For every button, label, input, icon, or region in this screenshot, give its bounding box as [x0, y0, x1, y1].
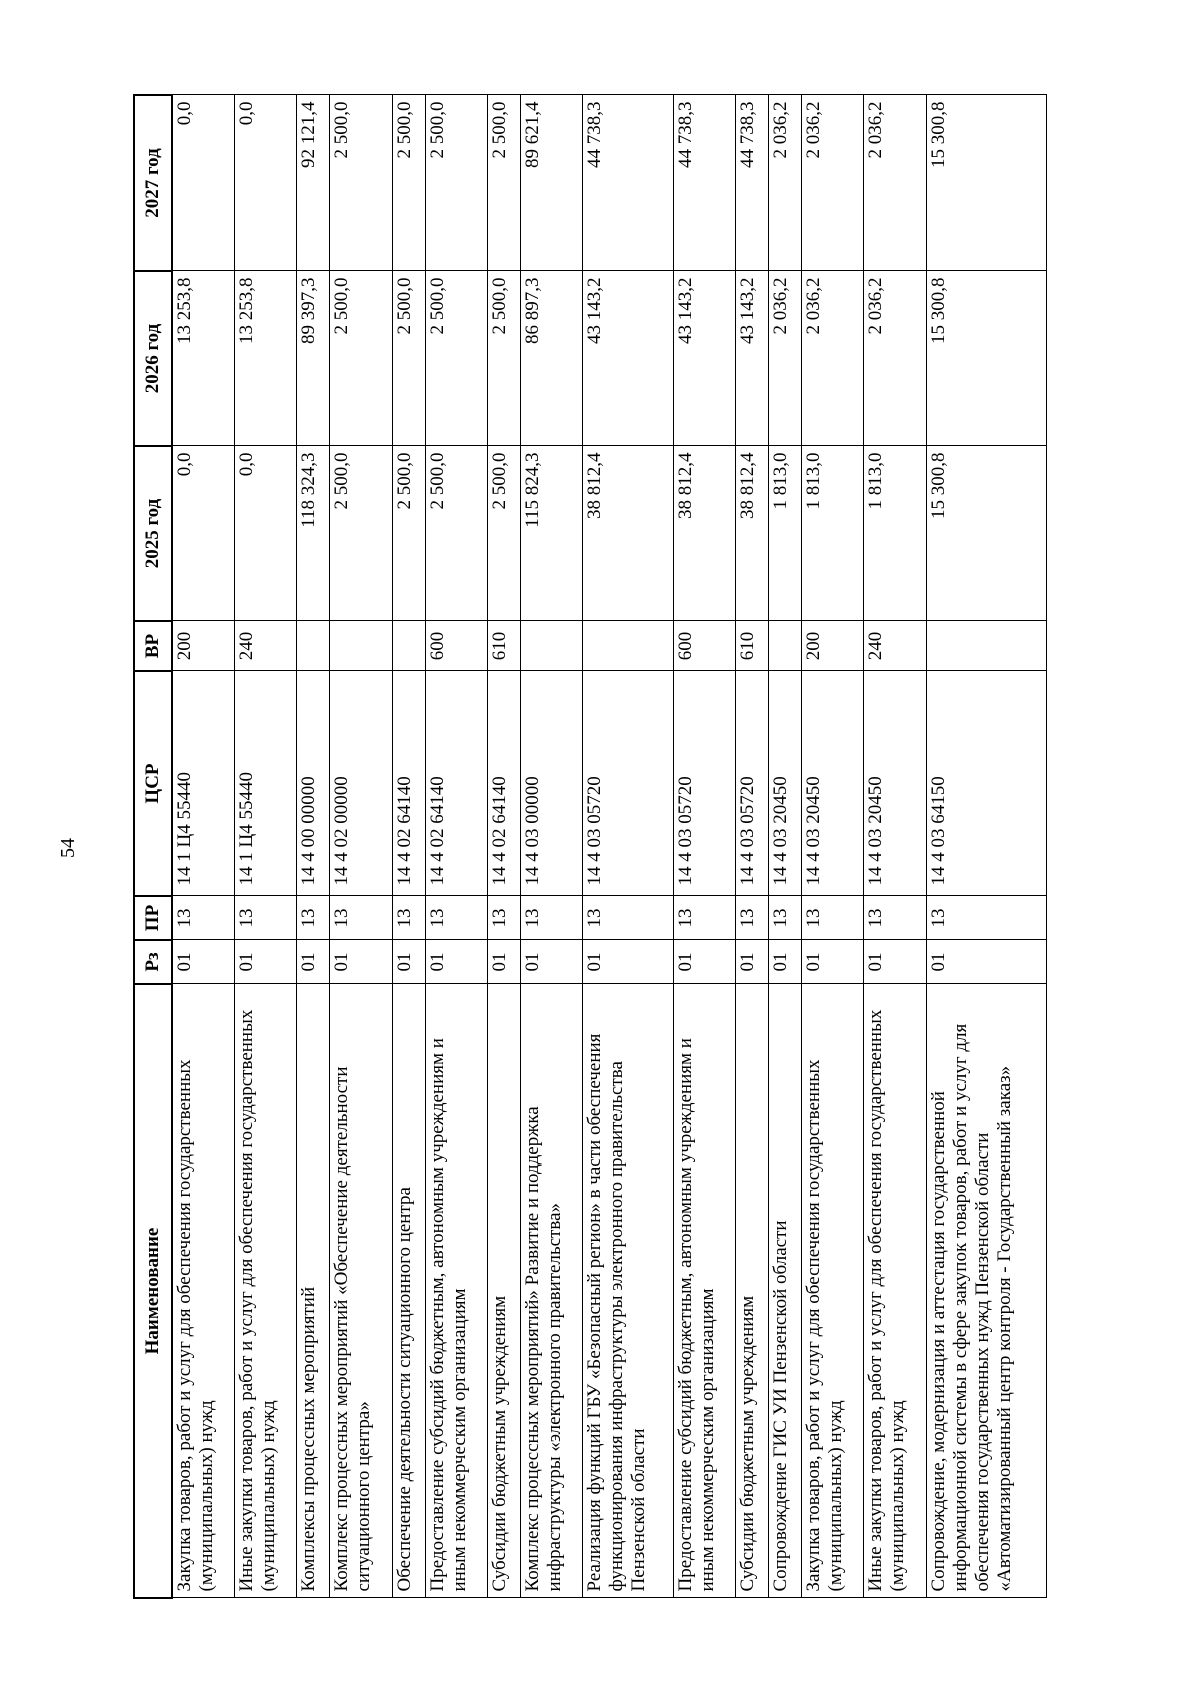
cell-csr: 14 1 Ц4 55440 [235, 671, 297, 896]
cell-2025: 38 812,4 [736, 446, 769, 621]
cell-name: Субсидии бюджетным учреждениям [487, 984, 520, 1598]
cell-rz: 01 [802, 940, 864, 984]
table-row [736, 95, 769, 1598]
cell-pr: 13 [926, 896, 1046, 940]
header-2027: 2027 год [134, 95, 172, 271]
table-row [674, 95, 736, 1598]
cell-2027: 89 621,4 [520, 95, 582, 271]
cell-2026: 2 036,2 [769, 271, 802, 446]
cell-2025: 0,0 [235, 446, 297, 621]
table-row [297, 95, 330, 1598]
table-row [520, 95, 582, 1598]
cell-2025: 2 500,0 [425, 446, 487, 621]
cell-rz: 01 [425, 940, 487, 984]
cell-vr [330, 621, 392, 671]
cell-2026: 13 253,8 [172, 271, 235, 446]
cell-rz: 01 [769, 940, 802, 984]
header-csr: ЦСР [134, 671, 172, 896]
cell-2027: 2 500,0 [487, 95, 520, 271]
table-body [172, 95, 1047, 1598]
header-rz: Рз [134, 940, 172, 984]
cell-2026: 43 143,2 [674, 271, 736, 446]
cell-rz: 01 [172, 940, 235, 984]
table-row [235, 95, 297, 1598]
cell-name: Иные закупки товаров, работ и услуг для обеспечения государственных (муниципальных) нужд [864, 984, 926, 1598]
cell-rz: 01 [674, 940, 736, 984]
rotated-table-container [133, 96, 1047, 1599]
cell-rz: 01 [297, 940, 330, 984]
cell-csr: 14 4 02 64140 [487, 671, 520, 896]
cell-pr: 13 [235, 896, 297, 940]
cell-2026: 86 897,3 [520, 271, 582, 446]
cell-vr: 610 [736, 621, 769, 671]
cell-2025: 1 813,0 [769, 446, 802, 621]
cell-vr [769, 621, 802, 671]
cell-2027: 92 121,4 [297, 95, 330, 271]
cell-vr: 610 [487, 621, 520, 671]
cell-csr: 14 4 03 20450 [769, 671, 802, 896]
cell-rz: 01 [392, 940, 425, 984]
cell-pr: 13 [172, 896, 235, 940]
cell-name: Сопровождение ГИС УИ Пензенской области [769, 984, 802, 1598]
header-pr: ПР [134, 896, 172, 940]
cell-vr [520, 621, 582, 671]
cell-2026: 15 300,8 [926, 271, 1046, 446]
cell-csr: 14 4 00 00000 [297, 671, 330, 896]
cell-rz: 01 [864, 940, 926, 984]
cell-2025: 115 824,3 [520, 446, 582, 621]
cell-2026: 2 036,2 [802, 271, 864, 446]
cell-csr: 14 4 03 00000 [520, 671, 582, 896]
cell-2026: 2 500,0 [487, 271, 520, 446]
cell-name: Сопровождение, модернизация и аттестация государственной информационной системы в сфере закупок товаров, работ и услуг для обеспечения государственных нужд Пензенской области «Автоматизированный центр контроля - Государственный заказ» [926, 984, 1046, 1598]
cell-name: Закупка товаров, работ и услуг для обеспечения государственных (муниципальных) нужд [802, 984, 864, 1598]
cell-vr [297, 621, 330, 671]
cell-csr: 14 4 03 05720 [582, 671, 673, 896]
cell-csr: 14 4 03 64150 [926, 671, 1046, 896]
cell-2027: 44 738,3 [582, 95, 673, 271]
cell-pr: 13 [297, 896, 330, 940]
header-vr: ВР [134, 621, 172, 671]
table-row [330, 95, 392, 1598]
cell-csr: 14 4 02 64140 [392, 671, 425, 896]
cell-name: Субсидии бюджетным учреждениям [736, 984, 769, 1598]
table-row [425, 95, 487, 1598]
header-name: Наименование [134, 984, 172, 1598]
cell-vr: 600 [674, 621, 736, 671]
table-row [487, 95, 520, 1598]
cell-2026: 2 500,0 [330, 271, 392, 446]
cell-pr: 13 [736, 896, 769, 940]
cell-2025: 2 500,0 [392, 446, 425, 621]
cell-pr: 13 [864, 896, 926, 940]
cell-vr: 240 [235, 621, 297, 671]
cell-2025: 2 500,0 [487, 446, 520, 621]
cell-name: Комплексы процессных мероприятий [297, 984, 330, 1598]
cell-name: Закупка товаров, работ и услуг для обеспечения государственных (муниципальных) нужд [172, 984, 235, 1598]
cell-2026: 43 143,2 [736, 271, 769, 446]
cell-2027: 15 300,8 [926, 95, 1046, 271]
cell-name: Предоставление субсидий бюджетным, автономным учреждениям и иным некоммерческим организациям [674, 984, 736, 1598]
cell-name: Предоставление субсидий бюджетным, автономным учреждениям и иным некоммерческим организациям [425, 984, 487, 1598]
cell-name: Иные закупки товаров, работ и услуг для обеспечения государственных (муниципальных) нужд [235, 984, 297, 1598]
cell-pr: 13 [487, 896, 520, 940]
cell-name: Комплекс процессных мероприятий «Обеспечение деятельности ситуационного центра» [330, 984, 392, 1598]
table-row [926, 95, 1046, 1598]
cell-pr: 13 [425, 896, 487, 940]
cell-pr: 13 [520, 896, 582, 940]
cell-pr: 13 [392, 896, 425, 940]
cell-2027: 2 500,0 [425, 95, 487, 271]
cell-2027: 0,0 [235, 95, 297, 271]
cell-2027: 0,0 [172, 95, 235, 271]
cell-csr: 14 1 Ц4 55440 [172, 671, 235, 896]
cell-vr: 240 [864, 621, 926, 671]
cell-2027: 44 738,3 [674, 95, 736, 271]
cell-2026: 89 397,3 [297, 271, 330, 446]
cell-pr: 13 [674, 896, 736, 940]
cell-csr: 14 4 03 05720 [736, 671, 769, 896]
table-row [802, 95, 864, 1598]
cell-rz: 01 [926, 940, 1046, 984]
cell-csr: 14 4 02 00000 [330, 671, 392, 896]
cell-vr [392, 621, 425, 671]
cell-rz: 01 [520, 940, 582, 984]
cell-2025: 1 813,0 [802, 446, 864, 621]
header-2025: 2025 год [134, 446, 172, 621]
cell-vr: 200 [802, 621, 864, 671]
cell-name: Реализация функций ГБУ «Безопасный регион» в части обеспечения функционирования инфраструктуры электронного правительства Пензенской области [582, 984, 673, 1598]
cell-2025: 1 813,0 [864, 446, 926, 621]
cell-vr [926, 621, 1046, 671]
table-row [769, 95, 802, 1598]
table-row [864, 95, 926, 1598]
cell-2025: 38 812,4 [582, 446, 673, 621]
cell-pr: 13 [582, 896, 673, 940]
cell-2027: 2 036,2 [802, 95, 864, 271]
cell-2025: 118 324,3 [297, 446, 330, 621]
table-row [392, 95, 425, 1598]
cell-name: Обеспечение деятельности ситуационного центра [392, 984, 425, 1598]
cell-vr: 600 [425, 621, 487, 671]
cell-rz: 01 [235, 940, 297, 984]
cell-rz: 01 [736, 940, 769, 984]
cell-name: Комплекс процессных мероприятий» Развитие и поддержка инфраструктуры «электронного правительства» [520, 984, 582, 1598]
page-number: 54 [57, 838, 79, 858]
cell-2027: 2 036,2 [769, 95, 802, 271]
cell-2026: 2 036,2 [864, 271, 926, 446]
cell-csr: 14 4 03 20450 [864, 671, 926, 896]
table-header-row [134, 95, 172, 1598]
cell-vr [582, 621, 673, 671]
cell-pr: 13 [769, 896, 802, 940]
cell-rz: 01 [487, 940, 520, 984]
cell-2025: 0,0 [172, 446, 235, 621]
cell-rz: 01 [582, 940, 673, 984]
cell-pr: 13 [802, 896, 864, 940]
header-2026: 2026 год [134, 271, 172, 446]
table-row [582, 95, 673, 1598]
cell-2027: 2 500,0 [330, 95, 392, 271]
cell-2026: 43 143,2 [582, 271, 673, 446]
cell-rz: 01 [330, 940, 392, 984]
budget-table [133, 94, 1047, 1599]
table-row [172, 95, 235, 1598]
cell-csr: 14 4 02 64140 [425, 671, 487, 896]
cell-pr: 13 [330, 896, 392, 940]
cell-2026: 2 500,0 [425, 271, 487, 446]
cell-2025: 2 500,0 [330, 446, 392, 621]
cell-csr: 14 4 03 05720 [674, 671, 736, 896]
cell-2025: 15 300,8 [926, 446, 1046, 621]
cell-vr: 200 [172, 621, 235, 671]
cell-2025: 38 812,4 [674, 446, 736, 621]
cell-2027: 2 036,2 [864, 95, 926, 271]
cell-2026: 2 500,0 [392, 271, 425, 446]
cell-2027: 2 500,0 [392, 95, 425, 271]
cell-2026: 13 253,8 [235, 271, 297, 446]
cell-2027: 44 738,3 [736, 95, 769, 271]
cell-csr: 14 4 03 20450 [802, 671, 864, 896]
